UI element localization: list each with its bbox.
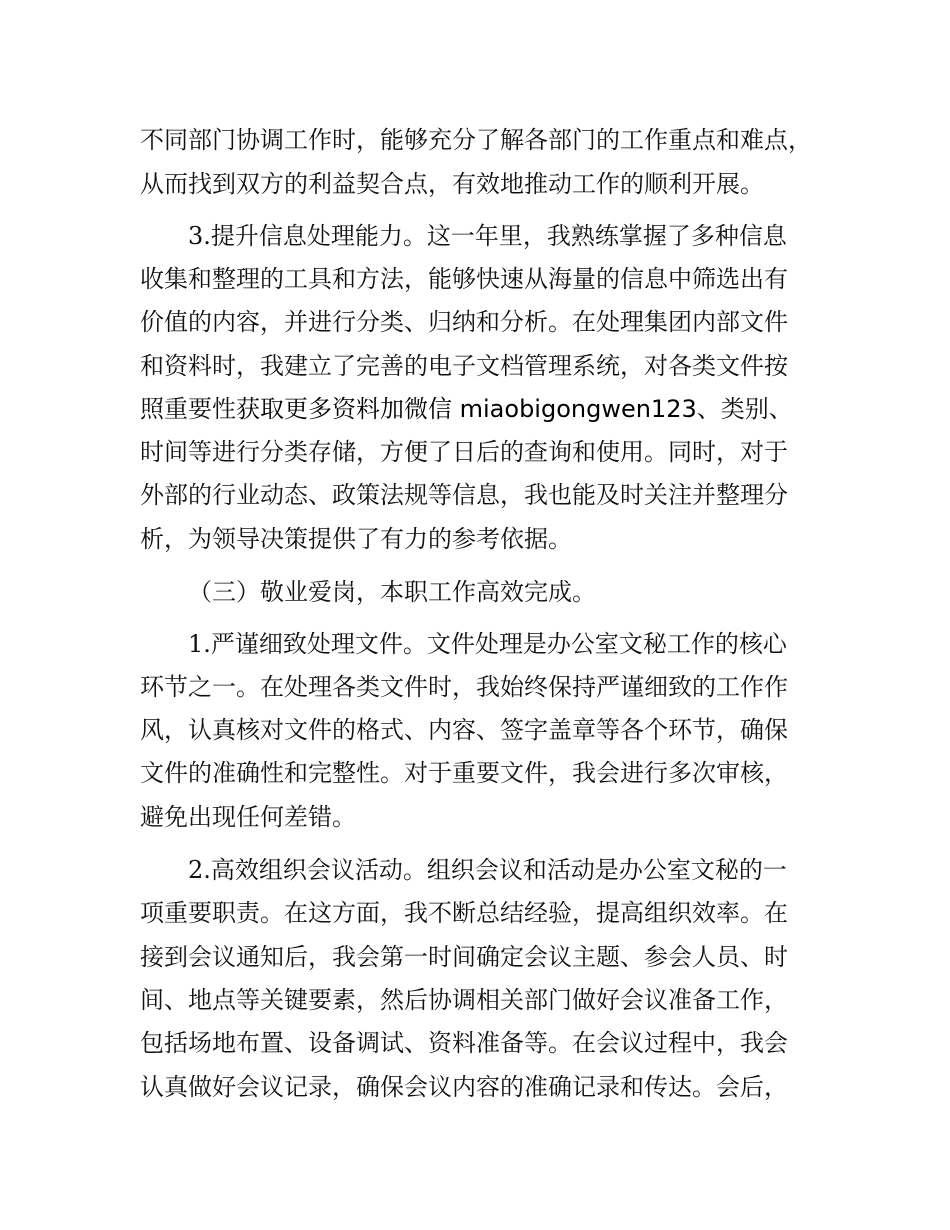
paragraph-3-line-3: 风，认真核对文件的格式、内容、签字盖章等各个环节，确保 xyxy=(140,716,788,744)
section-heading-3: （三）敬业爱岗，本职工作高效完成。 xyxy=(188,578,596,606)
paragraph-2-line-4: 和资料时，我建立了完善的电子文档管理系统，对各类文件按 xyxy=(140,352,788,380)
paragraph-2-line-2: 收集和整理的工具和方法，能够快速从海量的信息中筛选出有 xyxy=(140,265,788,293)
paragraph-4-line-6: 认真做好会议记录，确保会议内容的准确记录和传达。会后， xyxy=(140,1073,788,1101)
paragraph-2-line-8: 析，为领导决策提供了有力的参考依据。 xyxy=(140,525,572,553)
paragraph-2-line-7: 外部的行业动态、政策法规等信息，我也能及时关注并整理分 xyxy=(140,481,788,509)
paragraph-3-line-4: 文件的准确性和完整性。对于重要文件，我会进行多次审核， xyxy=(140,759,788,787)
wechat-promo-text: 获取更多资料加微信 miaobigongwen123 xyxy=(236,395,697,423)
paragraph-3-line-2: 环节之一。在处理各类文件时，我始终保持严谨细致的工作作 xyxy=(140,673,788,701)
paragraph-4-line-5: 包括场地布置、设备调试、资料准备等。在会议过程中，我会 xyxy=(140,1029,788,1057)
paragraph-2-line-1: 3.提升信息处理能力。这一年里，我熟练掌握了多种信息 xyxy=(188,222,787,250)
paragraph-2-line-5-text-after: 、类别、 xyxy=(696,395,793,423)
paragraph-2-line-5 xyxy=(140,387,793,431)
paragraph-1-line-1: 不同部门协调工作时，能够充分了解各部门的工作重点和难点， xyxy=(140,126,812,154)
paragraph-4-line-1: 2.高效组织会议活动。组织会议和活动是办公室文秘的一 xyxy=(188,856,787,884)
paragraph-3-line-5: 避免出现任何差错。 xyxy=(140,803,356,831)
paragraph-1-line-2: 从而找到双方的利益契合点，有效地推动工作的顺利开展。 xyxy=(140,170,764,198)
paragraph-3-line-1: 1.严谨细致处理文件。文件处理是办公室文秘工作的核心 xyxy=(188,630,787,658)
paragraph-4-line-4: 间、地点等关键要素，然后协调相关部门做好会议准备工作， xyxy=(140,986,788,1014)
paragraph-2-line-6: 时间等进行分类存储，方便了日后的查询和使用。同时，对于 xyxy=(140,438,788,466)
paragraph-2-line-3: 价值的内容，并进行分类、归纳和分析。在处理集团内部文件 xyxy=(140,308,788,336)
paragraph-4-line-3: 接到会议通知后，我会第一时间确定会议主题、参会人员、时 xyxy=(140,943,788,971)
paragraph-2-line-5-text-before: 照重要性 xyxy=(140,395,236,423)
paragraph-4-line-2: 项重要职责。在这方面，我不断总结经验，提高组织效率。在 xyxy=(140,899,788,927)
